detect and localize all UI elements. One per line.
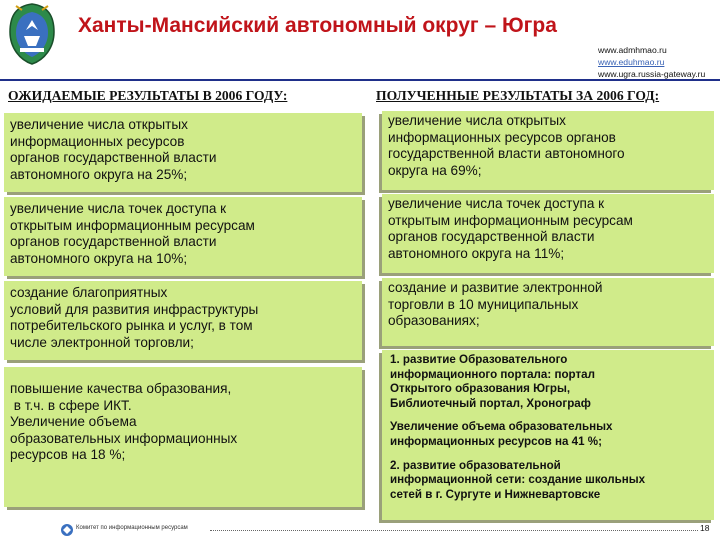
box-line: Библиотечный портал, Хронограф [390, 396, 591, 410]
box-line: органов государственной власти [388, 229, 595, 245]
box-line: автономного округа на 25%; [10, 166, 188, 182]
box-line: потребительского рынка и услуг, в том [10, 318, 253, 334]
box-line: Открытого образования Югры, [390, 382, 571, 396]
box-line: открытым информационным ресурсам [10, 217, 255, 233]
box-line: 2. развитие образовательной [390, 458, 561, 472]
box-line: информационных ресурсов на 41 %; [390, 434, 602, 448]
website-links [598, 44, 705, 80]
box-line: образованиях; [388, 313, 480, 329]
slide-footer [0, 519, 720, 540]
box-line: ресурсов на 18 %; [10, 447, 126, 463]
committee-logo-icon [60, 523, 74, 537]
obtained-result-box-3 [382, 278, 714, 346]
coat-of-arms-icon [6, 2, 58, 66]
education-network-paragraph [390, 459, 708, 503]
header-divider [0, 79, 720, 81]
slide-header [0, 0, 720, 82]
url-admhmao[interactable]: www.admhmao.ru [598, 45, 667, 55]
box-line: информационных ресурсов [10, 133, 185, 149]
box-line: условий для развития инфраструктуры [10, 301, 259, 317]
box-line: государственной власти автономного [388, 146, 625, 162]
obtained-result-box-4 [382, 350, 714, 520]
url-ugra[interactable]: www.ugra.russia-gateway.ru [598, 69, 706, 79]
box-line: 1. развитие Образовательного [390, 353, 568, 366]
box-line: органов государственной власти [10, 150, 217, 166]
box-line: повышение качества образования, [10, 381, 232, 396]
footer-divider [210, 530, 698, 531]
box-line: увеличение числа точек доступа к [10, 201, 227, 216]
expected-result-box-4 [4, 367, 362, 507]
obtained-result-box-2 [382, 194, 714, 273]
box-line: автономного округа на 11%; [388, 245, 565, 261]
education-portal-paragraph [390, 353, 708, 411]
page-number: 18 [700, 523, 710, 533]
box-line: торговли в 10 муниципальных [388, 296, 579, 312]
expected-result-box-1 [4, 113, 362, 192]
box-line: информационных ресурсов органов [388, 129, 616, 145]
box-line: числе электронной торговли; [10, 334, 194, 350]
resources-increase-paragraph [390, 420, 708, 449]
footer-committee-text: Комитет по информационным ресурсам [76, 525, 188, 531]
box-line: увеличение числа открытых [388, 113, 566, 128]
box-line: создание и развитие электронной [388, 280, 603, 295]
box-line: информационного портала: портал [390, 367, 595, 381]
expected-result-box-2 [4, 197, 362, 276]
box-line: округа на 69%; [388, 162, 482, 178]
obtained-results-heading: ПОЛУЧЕННЫЕ РЕЗУЛЬТАТЫ ЗА 2006 ГОД: [376, 88, 660, 103]
box-line: органов государственной власти [10, 234, 217, 250]
box-line: информационной сети: создание школьных [390, 473, 646, 487]
page-title: Ханты-Мансийский автономный округ – Югра [78, 14, 557, 37]
box-line: Увеличение объема [10, 414, 137, 430]
box-line: Увеличение объема образовательных [390, 420, 613, 434]
url-eduhmao[interactable]: www.eduhmao.ru [598, 57, 665, 67]
box-line: создание благоприятных [10, 285, 168, 300]
expected-result-box-3 [4, 281, 362, 360]
expected-results-heading: ОЖИДАЕМЫЕ РЕЗУЛЬТАТЫ В 2006 ГОДУ: [8, 88, 288, 103]
box-line: автономного округа на 10%; [10, 250, 188, 266]
box-line: увеличение числа точек доступа к [388, 196, 605, 211]
obtained-result-box-1 [382, 111, 714, 190]
box-line: открытым информационным ресурсам [388, 212, 633, 228]
box-line: сетей в г. Сургуте и Нижневартовске [390, 487, 601, 501]
box-line: в т.ч. в сфере ИКТ. [10, 397, 132, 413]
box-line: увеличение числа открытых [10, 117, 188, 132]
box-line: образовательных информационных [10, 430, 238, 446]
